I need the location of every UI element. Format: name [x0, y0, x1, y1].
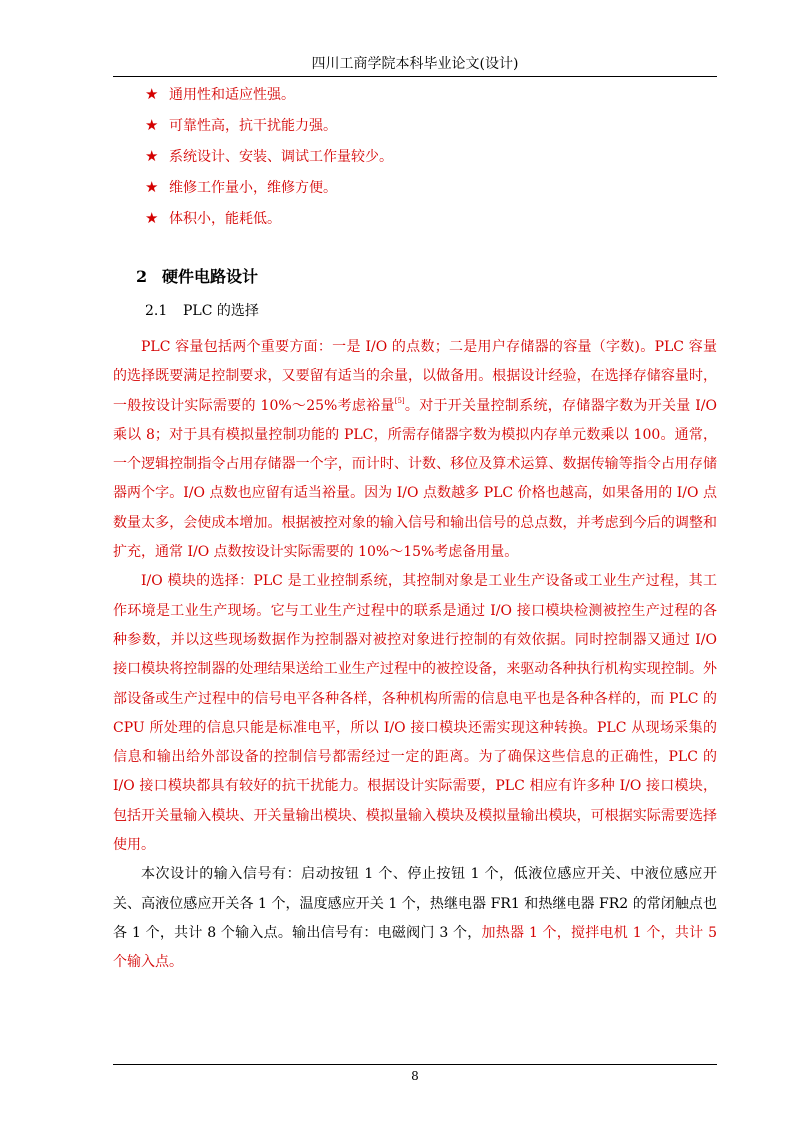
body-text	[113, 333, 717, 978]
paragraph-text-highlight: 加热器 1 个，搅拌电机 1 个，共计 5 个输入点。	[113, 924, 717, 971]
list-item-text: 通用性和适应性强。	[169, 87, 295, 103]
subsection-title: PLC 的选择	[183, 303, 259, 319]
paragraph-io-signals	[113, 860, 717, 977]
section-title: 硬件电路设计	[162, 267, 259, 286]
star-icon: ★	[145, 209, 159, 227]
paragraph-text: 本次设计的输入信号有：启动按钮 1 个、停止按钮 1 个，低液位感应开关、中液位感应开关、高液位感应开关各 1 个，温度感应开关 1 个，热继电器 FR1 和热继电器 FR2 的常闭触点也各 1 个，共计 8 个输入点。输出信号有：电磁阀门 3 个，	[113, 866, 717, 941]
paragraph-plc-capacity	[113, 333, 717, 567]
list-item	[145, 146, 705, 177]
list-item-text: 可靠性高，抗干扰能力强。	[169, 118, 337, 134]
paragraph-text: PLC 容量包括两个重要方面：一是 I/O 的点数；二是用户存储器的容量（字数)。PLC 容量的选择既要满足控制要求，又要留有适当的余量，以做备用。根据设计经验，在选择存储容量时，一般按设计实际需要的 10%～25%考虑裕量	[113, 339, 717, 414]
paragraph-text: 。对于开关量控制系统，存储器字数为开关量 I/O 乘以 8；对于具有模拟量控制功能的 PLC，所需存储器字数为模拟内存单元数乘以 100。通常，一个逻辑控制指令占用存储器一个字，而计时、计数、移位及算术运算、数据传输等指令占用存储器两个字。I/O 点数也应留有适当裕量。因为 I/O 点数越多 PLC 价格也越高，如果备用的 I/O 点数量太多，会使成本增加。根据被控对象的输入信号和输出信号的总点数，并考虑到今后的调整和扩充，通常 I/O 点数按设计实际需要的 10%～15%考虑备用量。	[113, 397, 717, 561]
star-icon: ★	[145, 147, 159, 165]
paragraph-io-module: I/O 模块的选择：PLC 是工业控制系统，其控制对象是工业生产设备或工业生产过程，其工作环境是工业生产现场。它与工业生产过程中的联系是通过 I/O 接口模块检测被控生产过程的各种参数，并以这些现场数据作为控制器对被控对象进行控制的有效依据。同时控制器又通过 I/O 接口模块将控制器的处理结果送给工业生产过程中的被控设备，来驱动各种执行机构实现控制。外部设备或生产过程中的信号电平各种各样，各种机构所需的信息电平也是各种各样的，而 PLC 的 CPU 所处理的信息只能是标准电平，所以 I/O 接口模块还需实现这种转换。PLC 从现场采集的信息和输出给外部设备的控制信号都需经过一定的距离。为了确保这些信息的正确性，PLC 的 I/O 接口模块都具有较好的抗干扰能力。根据设计实际需要，PLC 相应有许多种 I/O 接口模块，包括开关量输入模块、开关量输出模块、模拟量输入模块及模拟量输出模块，可根据实际需要选择使用。	[113, 573, 717, 854]
feature-bullet-list	[145, 84, 705, 239]
star-icon: ★	[145, 85, 159, 103]
section-number: 2	[136, 267, 148, 286]
list-item-text: 系统设计、安装、调试工作量较少。	[169, 149, 393, 165]
footer-divider	[113, 1064, 717, 1065]
star-icon: ★	[145, 116, 159, 134]
page-header-title: 四川工商学院本科毕业论文(设计)	[311, 56, 519, 72]
list-item	[145, 115, 705, 146]
section-heading	[136, 266, 258, 288]
page-number: 8	[411, 1069, 419, 1083]
list-item	[145, 208, 705, 239]
list-item-text: 体积小，能耗低。	[169, 211, 281, 227]
star-icon: ★	[145, 178, 159, 196]
subsection-number: 2.1	[145, 303, 168, 319]
list-item	[145, 177, 705, 208]
subsection-heading	[145, 301, 259, 321]
header-divider	[113, 76, 717, 77]
list-item-text: 维修工作量小，维修方便。	[169, 180, 337, 196]
citation-reference: [5]	[394, 396, 405, 405]
list-item	[145, 84, 705, 115]
